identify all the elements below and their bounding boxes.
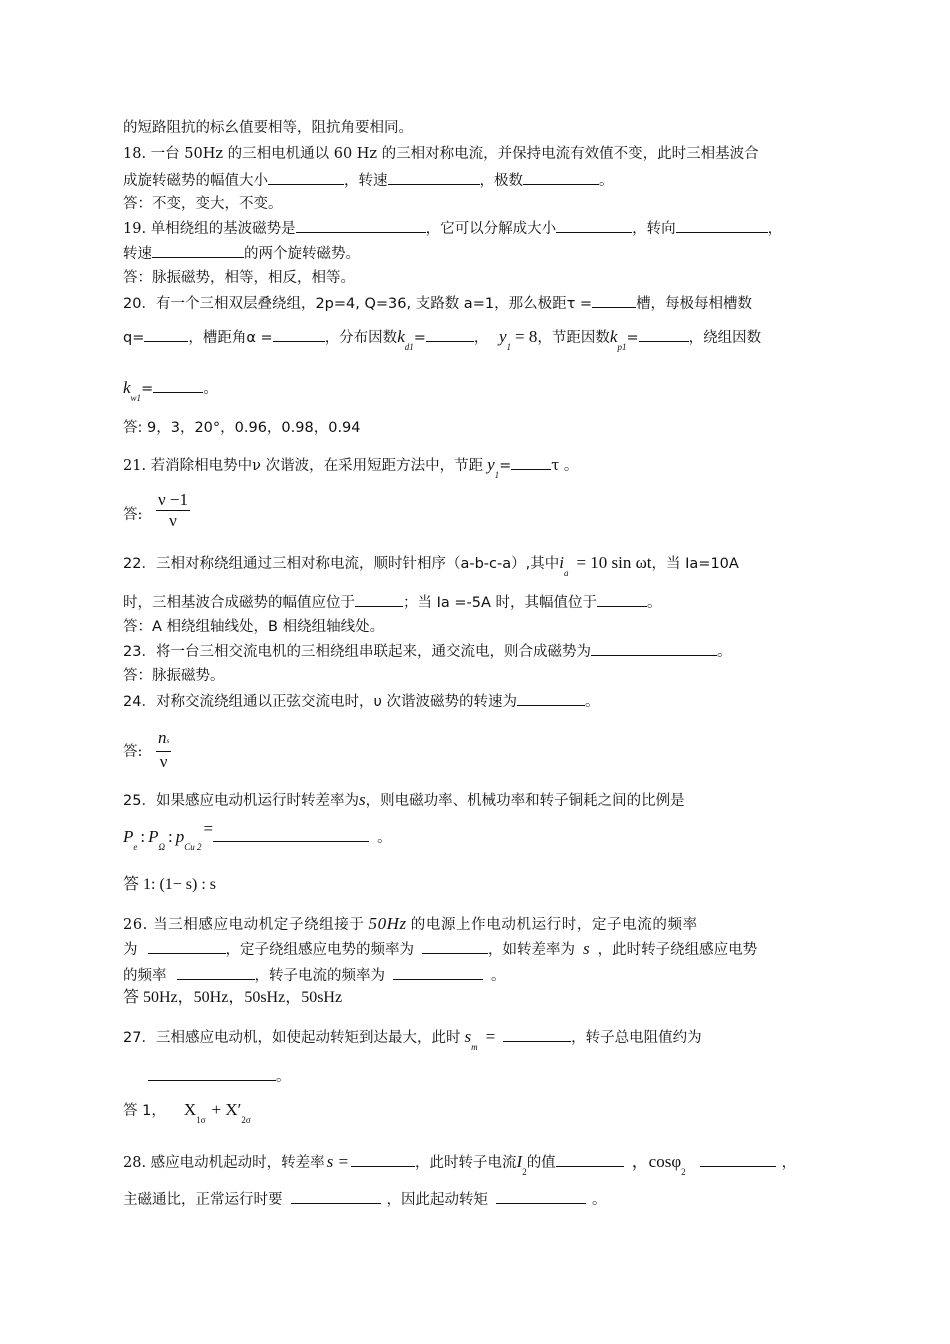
question-text: ，如转差率为 — [488, 942, 575, 958]
question-18-line-2 — [123, 170, 614, 191]
math-symbol: y — [487, 455, 495, 474]
answer-blank[interactable] — [700, 1152, 776, 1167]
answer-blank[interactable] — [148, 939, 226, 954]
answer-blank[interactable] — [556, 1152, 624, 1167]
answer-blank[interactable] — [591, 641, 717, 656]
question-23 — [123, 641, 731, 662]
text-line — [123, 118, 413, 138]
answer-blank[interactable] — [388, 170, 480, 185]
question-text: ，转子总电阻值约为 — [571, 1030, 702, 1046]
question-text: 槽，每极每相槽数 — [636, 296, 753, 312]
math-symbol: n — [158, 728, 167, 747]
math-symbol: P — [148, 827, 159, 846]
answer-label: 答: — [123, 744, 143, 760]
question-text: = — [499, 458, 512, 474]
answer-blank[interactable] — [639, 327, 689, 342]
question-text: 18. 一台 50Hz 的三相电机通以 60 Hz 的三相对称电流，并保持电流有效值不变，此时三相基波合 — [123, 146, 759, 162]
question-text: ，它可以分解成大小 — [425, 221, 557, 237]
math-subscript: s — [166, 737, 170, 745]
question-25-formula — [123, 819, 392, 857]
question-text: 的电源上作电动机运行时，定子电流的频率 — [410, 917, 698, 933]
math-subscript: 2 — [522, 1167, 527, 1177]
answer-blank[interactable] — [351, 1152, 415, 1167]
question-text: 的两个旋转磁势。 — [244, 246, 360, 262]
question-text: 时，三相基波合成磁势的幅值应位于 — [123, 595, 355, 611]
math-expression: = 8 — [515, 327, 538, 346]
answer-24-label — [123, 742, 142, 762]
math-symbol: y — [499, 327, 507, 346]
answer-21-fraction — [156, 490, 190, 531]
math-subscript: m — [471, 1042, 478, 1052]
question-21 — [123, 455, 578, 485]
math-operator: : — [140, 827, 146, 846]
math-expression: 50Hz — [368, 914, 407, 933]
answer-text: 答：不变，变大，不变。 — [123, 196, 283, 212]
answer-27 — [123, 1100, 251, 1130]
answer-label: 答 1， — [123, 1103, 166, 1119]
question-text: ，则电磁功率、机械功率和转子铜耗之间的比例是 — [365, 793, 685, 809]
answer-22 — [123, 617, 384, 637]
math-symbol: i — [559, 553, 564, 572]
question-text: 的值 — [526, 1155, 556, 1171]
answer-blank[interactable] — [296, 218, 426, 233]
answer-18 — [123, 194, 283, 214]
math-symbol: s — [464, 1027, 472, 1046]
answer-text: 答: 9，3，20°，0.96，0.98，0.94 — [123, 420, 361, 436]
question-28-line-2 — [123, 1189, 607, 1210]
question-26-line-1 — [123, 914, 698, 935]
question-text: ， — [473, 330, 489, 346]
answer-blank[interactable] — [556, 218, 632, 233]
math-expression: s = — [326, 1152, 350, 1171]
answer-blank[interactable] — [152, 243, 244, 258]
question-text: 20．有一个三相双层叠绕组，2p=4, Q=36, 支路数 a=1，那么极距τ = — [123, 296, 593, 312]
question-text: 。 — [377, 830, 392, 846]
answer-text: 答 50Hz，50Hz，50sHz，50sHz — [123, 989, 343, 1006]
answer-blank[interactable] — [291, 1189, 381, 1204]
question-20-line-1 — [123, 293, 752, 314]
answer-blank[interactable] — [393, 965, 483, 980]
answer-26 — [123, 988, 342, 1008]
math-symbol: k — [123, 378, 131, 397]
question-text: ，当 Ia=10A — [651, 556, 739, 572]
math-symbol: s — [583, 939, 590, 958]
question-text: 为 — [123, 942, 138, 958]
answer-label: 答: — [123, 507, 143, 523]
math-operator: = — [203, 819, 214, 838]
math-expression: = 10 sin ωt — [576, 553, 652, 572]
answer-text: 答：脉振磁势，相等，相反，相等。 — [123, 270, 355, 286]
answer-20 — [123, 418, 361, 438]
question-text: ，节距因数 — [537, 330, 610, 346]
question-text: τ 。 — [551, 458, 579, 474]
fraction-numerator — [156, 728, 171, 752]
question-text: 成旋转磁势的幅值大小 — [123, 173, 268, 189]
math-operator: = — [485, 1027, 496, 1046]
question-text: 。 — [276, 1069, 291, 1085]
answer-blank[interactable] — [148, 1066, 276, 1081]
answer-19 — [123, 268, 355, 288]
question-text: 22．三相对称绕组通过三相对称电流，顺时针相序（a-b-c-a）,其中 — [123, 556, 560, 572]
math-subscript: Ω — [158, 842, 166, 852]
question-text: 。 — [592, 1192, 607, 1208]
question-text: 23．将一台三相交流电机的三相绕组串联起来，通交流电，则合成磁势为 — [123, 644, 591, 660]
math-subscript: 2σ — [241, 1115, 251, 1125]
question-text: = — [626, 330, 639, 346]
answer-blank[interactable] — [503, 1027, 571, 1042]
question-27-line-1 — [123, 1027, 702, 1057]
question-text: ，此时转子电流 — [415, 1155, 517, 1171]
question-19-line-1 — [123, 218, 782, 239]
answer-blank[interactable] — [422, 939, 488, 954]
answer-21-label — [123, 505, 142, 525]
math-expression: + X′ — [211, 1100, 242, 1119]
math-subscript: d1 — [404, 342, 414, 352]
answer-text: 的短路阻抗的标幺值要相等，阻抗角要相同。 — [123, 120, 413, 136]
question-text: ；当 Ia =-5A 时，其幅值位于 — [403, 595, 598, 611]
math-expression: ，cosφ — [631, 1152, 682, 1171]
answer-blank[interactable] — [213, 827, 369, 842]
question-27-line-2 — [148, 1066, 291, 1087]
question-text: ，定子绕组感应电势的频率为 — [225, 942, 414, 958]
question-28-line-1 — [123, 1152, 796, 1182]
math-subscript: e — [133, 842, 138, 852]
question-text: 。 — [584, 694, 600, 710]
question-19-line-2 — [123, 243, 360, 264]
math-subscript: a — [563, 568, 569, 578]
math-symbol: k — [609, 327, 618, 346]
question-text: 。 — [599, 173, 614, 189]
question-text: 27．三相感应电动机，如使起动转矩到达最大，此时 — [123, 1030, 461, 1046]
question-text: 25．如果感应电动机运行时转差率为 — [123, 793, 359, 809]
question-text: ，因此起动转矩 — [386, 1192, 488, 1208]
answer-blank[interactable] — [517, 691, 585, 706]
math-symbol: s — [358, 790, 366, 809]
math-subscript: Cu 2 — [184, 842, 202, 852]
answer-blank[interactable] — [676, 218, 768, 233]
math-subscript: 2 — [681, 1167, 686, 1177]
question-text: = — [141, 381, 154, 397]
math-symbol: P — [123, 827, 134, 846]
math-subscript: p1 — [617, 342, 627, 352]
answer-blank[interactable] — [592, 293, 636, 308]
fraction-numerator: ν −1 — [158, 490, 189, 509]
math-subscript: 1 — [494, 470, 500, 480]
question-text: 。 — [203, 381, 218, 397]
answer-blank[interactable] — [177, 965, 255, 980]
question-text: ，槽距角α = — [188, 330, 273, 346]
question-text: 19. 单相绕组的基波磁势是 — [123, 221, 296, 237]
question-text: ，转子电流的频率为 — [254, 968, 385, 984]
answer-24-fraction — [156, 728, 171, 772]
question-24 — [123, 691, 599, 712]
fraction-denominator: ν — [169, 511, 177, 530]
answer-blank[interactable] — [144, 327, 188, 342]
answer-blank[interactable] — [273, 327, 325, 342]
question-25 — [123, 790, 685, 811]
question-text: ， — [767, 221, 783, 237]
question-26-line-2 — [123, 939, 757, 960]
question-text: ，极数 — [479, 173, 523, 189]
fraction-denominator: ν — [159, 752, 168, 771]
answer-blank[interactable] — [426, 327, 474, 342]
answer-blank[interactable] — [355, 592, 403, 607]
math-symbol: X — [183, 1100, 197, 1119]
question-text: q= — [123, 330, 145, 346]
answer-blank[interactable] — [153, 378, 203, 393]
question-20-line-2 — [123, 327, 761, 357]
question-26-line-3 — [123, 965, 506, 986]
question-text: = — [413, 330, 426, 346]
answer-blank[interactable] — [496, 1189, 586, 1204]
answer-text: 答 1: (1− s) : s — [123, 876, 217, 893]
question-text: 28. 感应电动机起动时，转差率 — [123, 1155, 325, 1171]
question-text: 。 — [491, 968, 506, 984]
answer-blank[interactable] — [511, 455, 551, 470]
question-text: ，转向 — [632, 221, 676, 237]
answer-text: 答：A 相绕组轴线处，B 相绕组轴线处。 — [123, 619, 385, 635]
question-text: ，绕组因数 — [688, 330, 762, 346]
question-text: 24．对称交流绕组通以正弦交流电时，υ 次谐波磁势的转速为 — [123, 694, 517, 710]
question-22-line-2 — [123, 592, 662, 613]
question-22-line-1 — [123, 553, 739, 583]
question-text: 转速 — [123, 246, 152, 262]
question-text: 主磁通比，正常运行时要 — [123, 1192, 283, 1208]
math-symbol: I — [516, 1152, 523, 1171]
answer-text: 答：脉振磁势。 — [123, 668, 225, 684]
math-symbol: k — [397, 327, 405, 346]
answer-blank[interactable] — [268, 170, 344, 185]
question-text: 。 — [647, 595, 662, 611]
math-symbol: p — [175, 827, 185, 846]
answer-25 — [123, 875, 216, 895]
question-text: ，分布因数 — [324, 330, 398, 346]
question-text: 。 — [716, 644, 732, 660]
math-subscript: w1 — [130, 393, 142, 403]
question-18-line-1 — [123, 144, 759, 164]
question-text: ， — [781, 1155, 797, 1171]
question-text: 26. 当三相感应电动机定子绕组接于 — [123, 917, 365, 933]
math-operator: : — [168, 827, 173, 846]
question-text: 的频率 — [123, 968, 167, 984]
question-text: ，此时转子绕组感应电势 — [597, 942, 758, 958]
question-text: ，转速 — [344, 173, 388, 189]
answer-blank[interactable] — [523, 170, 599, 185]
math-subscript: 1σ — [196, 1115, 206, 1125]
answer-23 — [123, 666, 225, 686]
question-20-line-3 — [123, 378, 218, 408]
answer-blank[interactable] — [597, 592, 647, 607]
question-text: 21. 若消除相电势中ν 次谐波，在采用短距方法中，节距 — [123, 458, 484, 474]
math-subscript: 1 — [506, 342, 512, 352]
